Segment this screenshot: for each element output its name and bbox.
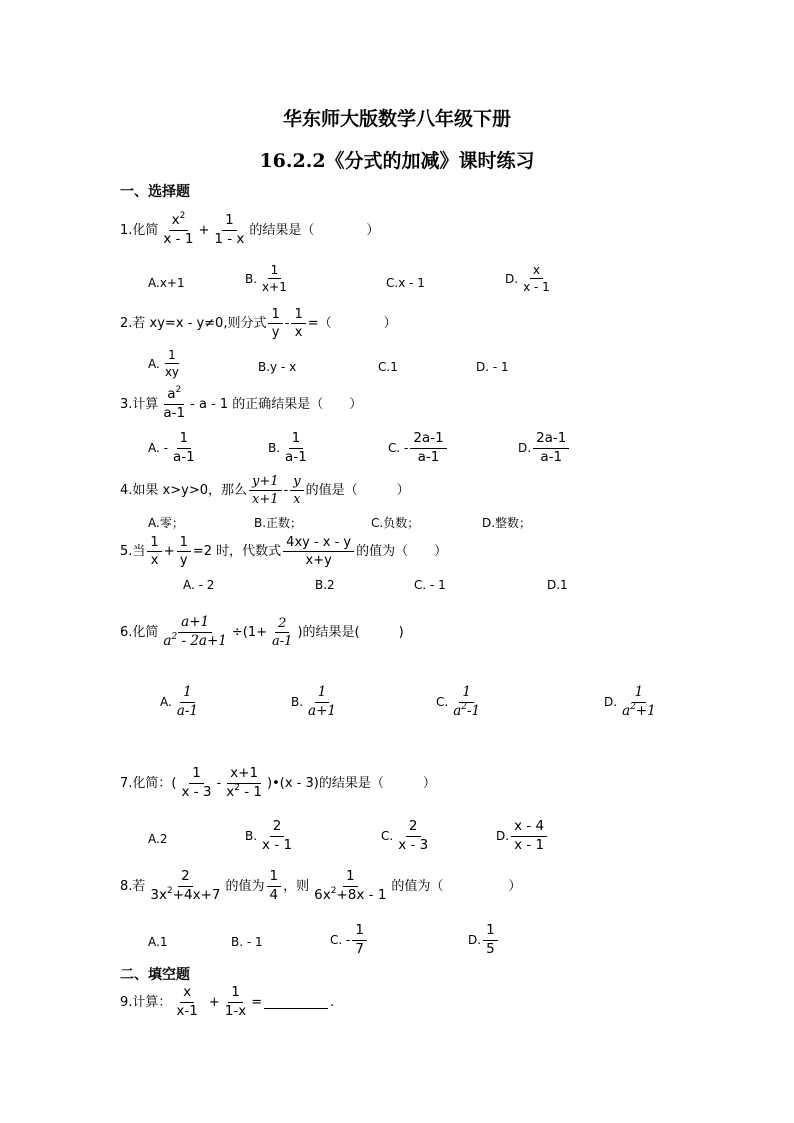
question-7: 7.化简：( $\frac{1}{x - 3}$ - $\frac{x+1}{x^2 - 1}$ )•(x - 3) 的结果是（ ） <box>120 765 436 800</box>
fraction: $\frac{1}{x - 3}$ <box>181 765 212 800</box>
option-a: A. - 2 <box>183 578 215 592</box>
fraction: $\frac{1}{y}$ <box>268 308 282 339</box>
option-d: D. - 1 <box>476 360 509 374</box>
option-d: D. $\frac{x - 4}{x - 1}$ <box>496 820 549 852</box>
question-5: 5.当 $\frac{1}{x}$ + $\frac{1}{y}$ =2 时，代数式 $\frac{4xy - x - y}{x+y}$ 的值为（ ） <box>120 535 448 568</box>
question-6: 6.化简 $\frac{a+1}{a^2 - 2a+1}$ ÷(1+ $\frac{2}{a-1}$ )的结果是( ) <box>120 614 404 649</box>
question-text: 1.化简 <box>120 222 159 238</box>
fraction: $\frac{4xy - x - y}{x+y}$ <box>283 536 354 567</box>
option-b: B.正数； <box>254 516 303 530</box>
option-a: A.x+1 <box>148 276 185 290</box>
option-a: A.零； <box>148 516 184 530</box>
option-b: B.2 <box>315 578 335 592</box>
option-c: C. $\frac{2}{x - 3}$ <box>381 818 429 853</box>
page-title: 华东师大版数学八年级下册 <box>282 108 511 130</box>
option-b: B.y - x <box>258 360 297 374</box>
fraction: $\frac{1}{x}$ <box>147 536 161 567</box>
question-4: 4.如果 x>y>0，那么 $\frac{y+1}{x+1}$ - $\frac{y}{x}$ 的值是（ ） <box>120 474 410 507</box>
page-subtitle: 16.2.2《分式的加减》课时练习 <box>259 150 535 172</box>
question-3: 3.计算 $\frac{a^2}{a-1}$ - a - 1 的正确结果是（ ） <box>120 385 363 421</box>
option-c: C.x - 1 <box>386 276 425 290</box>
question-8: 8.若 $\frac{2}{3x^2+4x+7}$ 的值为 $\frac{1}{4}$ ，则 $\frac{1}{6x^2+8x - 1}$ 的值为（ ） <box>120 868 522 903</box>
option-c: C.负数； <box>371 516 420 530</box>
option-b: B. $\frac{1}{a+1}$ <box>291 684 336 719</box>
option-c: C. - 1 <box>414 578 446 592</box>
option-a: A.1 <box>148 935 168 949</box>
option-d: D. $\frac{x}{x - 1}$ <box>505 263 550 294</box>
option-b: B. $\frac{1}{x+1}$ <box>245 263 287 294</box>
question-1: 1.化简 $\frac{x^2}{x - 1}$ + $\frac{1}{1 - x}$ 的结果是（ ） <box>120 211 380 247</box>
option-d: D.整数； <box>482 516 532 530</box>
fraction: $\frac{x^2}{x - 1}$ <box>163 211 194 247</box>
answer-blank[interactable] <box>264 996 328 1009</box>
fraction: $\frac{1}{1-x}$ <box>224 984 247 1019</box>
fraction: $\frac{2}{3x^2+4x+7}$ <box>150 868 221 903</box>
fraction: $\frac{1}{1 - x}$ <box>214 212 245 247</box>
section-fill-heading: 二、填空题 <box>120 967 190 983</box>
option-a: A.2 <box>148 832 168 846</box>
section-choice-heading: 一、选择题 <box>120 184 190 200</box>
option-c: C. - $\frac{1}{7}$ <box>330 924 369 956</box>
fraction: $\frac{1}{x}$ <box>291 308 305 339</box>
option-b: B. $\frac{1}{a-1}$ <box>268 430 307 465</box>
option-a: A. $\frac{1}{a-1}$ <box>160 684 199 719</box>
question-2: 2.若 xy=x - y≠0,则分式 $\frac{1}{y}$ - $\frac{1}{x}$ =（ ） <box>120 307 397 340</box>
fraction: $\frac{2}{a-1}$ <box>272 615 293 649</box>
option-b: B. $\frac{2}{x - 1}$ <box>245 818 293 853</box>
option-c: C. $\frac{1}{a^2-1}$ <box>436 684 481 719</box>
option-d: D. $\frac{1}{a^2+1}$ <box>604 684 656 719</box>
option-a: A. $\frac{1}{xy}$ <box>148 348 180 379</box>
fraction: $\frac{y+1}{x+1}$ <box>249 475 282 506</box>
option-a: A. - $\frac{1}{a-1}$ <box>148 430 195 465</box>
option-d: D. $\frac{1}{5}$ <box>468 924 500 956</box>
fraction: $\frac{x}{x-1}$ <box>176 984 198 1019</box>
fraction: $\frac{1}{4}$ <box>267 870 282 902</box>
fraction: $\frac{a+1}{a^2 - 2a+1}$ <box>163 614 227 649</box>
option-d: D.1 <box>547 578 568 592</box>
fraction: $\frac{y}{x}$ <box>290 475 303 506</box>
question-9: 9.计算： $\frac{x}{x-1}$ + $\frac{1}{1-x}$ = . <box>120 984 335 1019</box>
fraction: $\frac{1}{y}$ <box>177 536 191 567</box>
fraction: $\frac{1}{6x^2+8x - 1}$ <box>314 868 387 903</box>
option-d: D. $\frac{2a-1}{a-1}$ <box>518 432 571 464</box>
fraction: $\frac{a^2}{a-1}$ <box>163 385 186 421</box>
option-c: C.1 <box>378 360 398 374</box>
fraction: $\frac{x+1}{x^2 - 1}$ <box>226 765 263 800</box>
option-c: C. - $\frac{2a-1}{a-1}$ <box>388 432 449 464</box>
option-b: B. - 1 <box>231 935 263 949</box>
